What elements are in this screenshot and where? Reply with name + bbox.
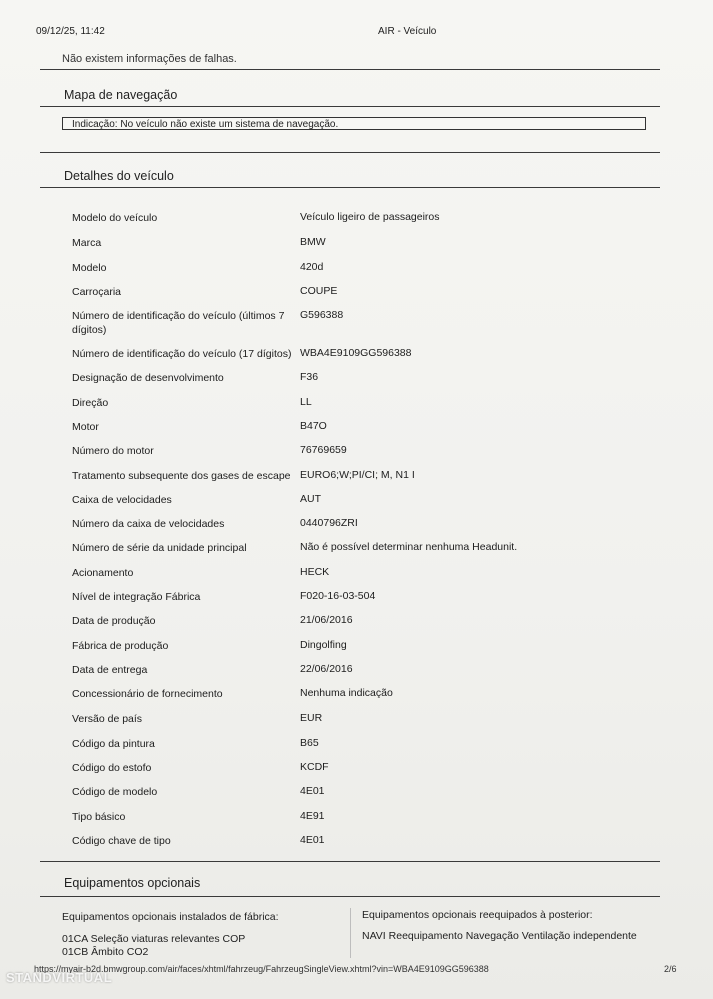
row-value: HECK <box>300 566 330 578</box>
divider <box>40 152 660 153</box>
row-label: Número da caixa de velocidades <box>72 518 225 530</box>
row-label: Nível de integração Fábrica <box>72 591 201 603</box>
navigation-indication-box <box>62 117 646 130</box>
factory-options-title: Equipamentos opcionais instalados de fábrica: <box>62 911 279 923</box>
divider <box>40 896 660 897</box>
row-label: Número de série da unidade principal <box>72 542 247 554</box>
retrofit-options-title: Equipamentos opcionais reequipados à posterior: <box>362 909 593 921</box>
row-value: Veículo ligeiro de passageiros <box>300 211 440 223</box>
vehicle-section-title: Detalhes do veículo <box>64 169 174 183</box>
faults-message: Não existem informações de falhas. <box>62 53 237 65</box>
row-label: Código do estofo <box>72 762 152 774</box>
divider <box>40 106 660 107</box>
print-datetime: 09/12/25, 11:42 <box>36 26 105 37</box>
row-value: 76769659 <box>300 444 347 456</box>
row-label: Tratamento subsequente dos gases de escape <box>72 470 291 482</box>
row-value: KCDF <box>300 761 329 773</box>
row-label: Número do motor <box>72 445 154 457</box>
document-title: AIR - Veículo <box>378 26 437 37</box>
row-label: Número de identificação do veículo (17 dígitos) <box>72 348 292 360</box>
row-label: Fábrica de produção <box>72 640 169 652</box>
navigation-section-title: Mapa de navegação <box>64 88 178 102</box>
row-value: 0440796ZRI <box>300 517 358 529</box>
row-label: Código da pintura <box>72 738 155 750</box>
row-label: Designação de desenvolvimento <box>72 372 224 384</box>
row-value: F36 <box>300 371 319 383</box>
row-value: WBA4E9109GG596388 <box>300 347 412 359</box>
page-number: 2/6 <box>664 964 677 974</box>
row-value: EURO6;W;PI/CI; M, N1 I <box>300 469 415 481</box>
options-section-title: Equipamentos opcionais <box>64 876 201 890</box>
list-item: 01CA Seleção viaturas relevantes COP <box>62 933 246 945</box>
row-label: Modelo do veículo <box>72 212 158 224</box>
row-value: 4E01 <box>300 785 325 797</box>
row-value: B65 <box>300 737 319 749</box>
row-label: Data de produção <box>72 615 156 627</box>
row-value: 22/06/2016 <box>300 663 353 675</box>
divider <box>40 861 660 862</box>
row-value: EUR <box>300 712 323 724</box>
row-label: Concessionário de fornecimento <box>72 688 223 700</box>
row-value: 4E01 <box>300 834 325 846</box>
row-value: 420d <box>300 261 324 273</box>
row-value: LL <box>300 396 312 408</box>
row-label: Carroçaria <box>72 286 122 298</box>
row-value: COUPE <box>300 285 338 297</box>
row-label: Data de entrega <box>72 664 148 676</box>
row-label: Tipo básico <box>72 811 126 823</box>
row-value: Não é possível determinar nenhuma Headunit. <box>300 541 518 553</box>
row-label: Versão de país <box>72 713 143 725</box>
row-label: Código chave de tipo <box>72 835 171 847</box>
row-label: Direção <box>72 397 109 409</box>
row-value: 21/06/2016 <box>300 614 353 626</box>
row-value: Dingolfing <box>300 639 347 651</box>
watermark-logo: STANDVIRTUAL <box>6 970 113 985</box>
row-value: BMW <box>300 236 326 248</box>
row-label: Acionamento <box>72 567 134 579</box>
row-value: B47O <box>300 420 327 432</box>
list-item: 01CB Âmbito CO2 <box>62 946 149 958</box>
footer-url: https://myair-b2d.bmwgroup.com/air/faces/xhtml/fahrzeug/FahrzeugSingleView.xhtml?vin=WBA4E9109GG596388 <box>34 964 489 974</box>
row-label: Código de modelo <box>72 786 158 798</box>
navigation-indication-text: Indicação: No veículo não existe um sistema de navegação. <box>72 119 339 130</box>
column-divider <box>350 908 351 958</box>
row-value: 4E91 <box>300 810 325 822</box>
row-label: Caixa de velocidades <box>72 494 172 506</box>
row-label: Marca <box>72 237 102 249</box>
divider <box>40 69 660 70</box>
list-item: NAVI Reequipamento Navegação Ventilação independente <box>362 930 637 942</box>
row-value: F020-16-03-504 <box>300 590 376 602</box>
row-value: AUT <box>300 493 321 505</box>
row-label: Modelo <box>72 262 107 274</box>
row-label: Número de identificação do veículo (últimos 7 dígitos) <box>72 310 285 336</box>
row-label: Motor <box>72 421 99 433</box>
row-value: G596388 <box>300 309 344 321</box>
divider <box>40 187 660 188</box>
row-value: Nenhuma indicação <box>300 687 393 699</box>
